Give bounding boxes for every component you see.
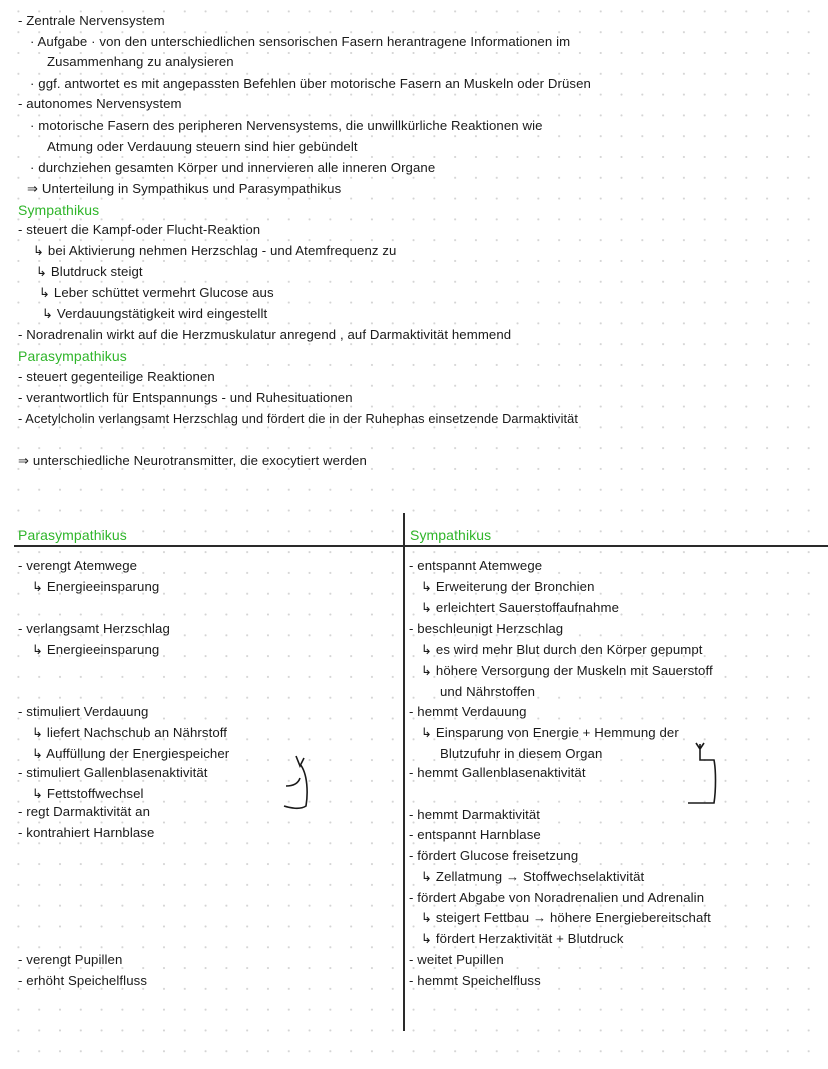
note-line: · motorische Fasern des peripheren Nervensystems, die unwillkürliche Reaktionen wie [30, 118, 543, 133]
table-line: - hemmt Darmaktivität [409, 807, 541, 822]
table-line: - verengt Pupillen [18, 952, 123, 967]
table-line: - entspannt Harnblase [409, 827, 541, 842]
table-line: - fördert Glucose freisetzung [409, 848, 579, 863]
table-line: ↳ Auffüllung der Energiespeicher [32, 746, 230, 761]
note-line: - steuert die Kampf-oder Flucht-Reaktion [18, 222, 261, 237]
note-line: · Aufgabe · von den unterschiedlichen sensorischen Fasern herantragene Informationen im [30, 34, 571, 49]
note-line: Zusammenhang zu analysieren [47, 54, 234, 69]
table-line: - hemmt Speichelfluss [409, 973, 541, 988]
table-line: - verengt Atemwege [18, 558, 138, 573]
table-line: - entspannt Atemwege [409, 558, 543, 573]
note-line: - autonomes Nervensystem [18, 96, 182, 111]
note-line: - Zentrale Nervensystem [18, 13, 165, 28]
table-line: - hemmt Verdauung [409, 704, 527, 719]
table-line: ↳ steigert Fettbau → höhere Energiebereitschaft [421, 910, 711, 925]
table-line: ↳ liefert Nachschub an Nährstoff [32, 725, 228, 740]
note-line: Atmung oder Verdauung steuern sind hier gebündelt [47, 139, 358, 154]
table-line: - erhöht Speichelfluss [18, 973, 148, 988]
table-line: ↳ Einsparung von Energie + Hemmung der [421, 725, 679, 740]
left-column-heading: Parasympathikus [18, 527, 127, 543]
conclusion: ⇒ unterschiedliche Neurotransmitter, die exocytiert werden [18, 453, 367, 468]
note-line: · durchziehen gesamten Körper und innervieren alle inneren Organe [30, 160, 436, 175]
note-line: ⇒ Unterteilung in Sympathikus und Parasympathikus [27, 181, 342, 196]
right-column-heading: Sympathikus [410, 527, 492, 543]
note-line: ↳ Leber schüttet vermehrt Glucose aus [39, 285, 274, 300]
table-header-divider [14, 545, 828, 547]
table-line: ↳ Fettstoffwechsel [32, 786, 144, 801]
table-line: ↳ erleichtert Sauerstoffaufnahme [421, 600, 620, 615]
section-heading: Parasympathikus [18, 348, 127, 364]
note-line: ↳ Blutdruck steigt [36, 264, 143, 279]
table-column-divider [403, 513, 405, 1031]
note-line: - steuert gegenteilige Reaktionen [18, 369, 215, 384]
table-line: ↳ Energieeinsparung [32, 642, 160, 657]
note-line: ↳ bei Aktivierung nehmen Herzschlag - und Atemfrequenz zu [33, 243, 397, 258]
table-line: und Nährstoffen [440, 684, 536, 699]
note-line: - verantwortlich für Entspannungs - und Ruhesituationen [18, 390, 353, 405]
table-line: ↳ Zellatmung → Stoffwechselaktivität [421, 869, 645, 884]
bracket-arrow-right [680, 740, 740, 810]
table-line: - beschleunigt Herzschlag [409, 621, 564, 636]
table-line: - stimuliert Verdauung [18, 704, 149, 719]
table-line: ↳ Energieeinsparung [32, 579, 160, 594]
table-line: Blutzufuhr in diesem Organ [440, 746, 603, 761]
table-line: - weitet Pupillen [409, 952, 504, 967]
note-line: - Noradrenalin wirkt auf die Herzmuskulatur anregend , auf Darmaktivität hemmend [18, 327, 512, 342]
table-line: ↳ Erweiterung der Bronchien [421, 579, 595, 594]
bracket-arrow-left [280, 750, 320, 812]
table-line: - hemmt Gallenblasenaktivität [409, 765, 586, 780]
note-line: - Acetylcholin verlangsamt Herzschlag und fördert die in der Ruhephas einsetzende Darmaktivität [18, 411, 579, 426]
table-line: - verlangsamt Herzschlag [18, 621, 170, 636]
table-line: - fördert Abgabe von Noradrenalien und Adrenalin [409, 890, 705, 905]
table-line: ↳ es wird mehr Blut durch den Körper gepumpt [421, 642, 703, 657]
table-line: - kontrahiert Harnblase [18, 825, 155, 840]
note-line: ↳ Verdauungstätigkeit wird eingestellt [42, 306, 268, 321]
table-line: - stimuliert Gallenblasenaktivität [18, 765, 208, 780]
section-heading: Sympathikus [18, 202, 100, 218]
note-line: · ggf. antwortet es mit angepassten Befehlen über motorische Fasern an Muskeln oder Drüsen [30, 76, 591, 91]
table-line: - regt Darmaktivität an [18, 804, 151, 819]
table-line: ↳ fördert Herzaktivität + Blutdruck [421, 931, 624, 946]
table-line: ↳ höhere Versorgung der Muskeln mit Sauerstoff [421, 663, 713, 678]
